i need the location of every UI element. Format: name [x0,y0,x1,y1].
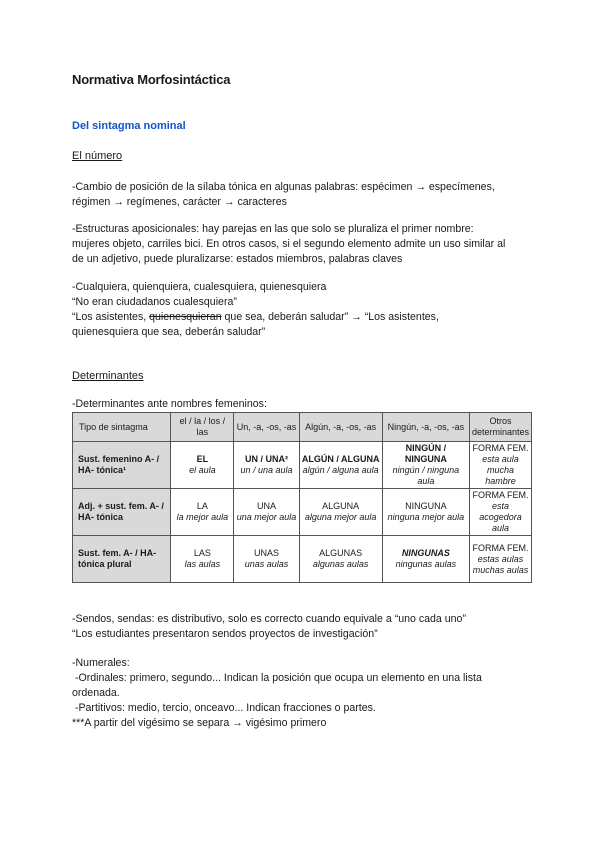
table-cell [469,489,531,536]
section-heading: Del sintagma nominal [72,120,186,132]
cell-form: UNA [257,501,277,511]
cell-form: FORMA FEM. [472,443,529,453]
cell-example: el aula [189,465,216,475]
table-row [73,442,532,489]
text-line [72,310,532,325]
numero-heading: El número [72,150,123,162]
text-line: -Cambio de posición de la sílaba tónica en algunas palabras: espécimen → especímenes, [72,181,495,193]
strikethrough-text: quienesquieran [149,311,222,323]
text-line: -Cualquiera, quienquiera, cualesquiera, quienesquiera [72,281,327,293]
table-cell [171,536,234,583]
header-cell: Otros determinantes [469,413,531,442]
cell-example: estas aulas muchas aulas [472,553,529,575]
cell-example: ninguna mejor aula [387,512,465,522]
paragraph-aposicionales [72,222,542,267]
cell-form: NINGUNA [405,501,447,511]
cell-form: FORMA FEM. [472,490,529,500]
text-line: régimen → regímenes, carácter → caracteres [72,196,287,208]
table-cell [299,442,382,489]
table-cell [234,442,299,489]
header-cell: Ningún, -a, -os, -as [382,413,469,442]
text-fragment: que sea, deberán saludar” → “Los asistentes, [221,311,439,323]
cell-example: algún / alguna aula [302,465,379,475]
cell-form: NINGUNAS [401,548,450,558]
text-line: -Sendos, sendas: es distributivo, solo es correcto cuando equivale a “uno cada uno” [72,613,466,625]
header-cell: Algún, -a, -os, -as [299,413,382,442]
cell-example: la mejor aula [176,512,229,522]
table-cell [382,489,469,536]
text-line: “Los estudiantes presentaron sendos proyectos de investigación” [72,628,378,640]
cell-form: ALGUNAS [319,548,363,558]
table-cell [299,536,382,583]
cell-form: UNAS [254,548,280,558]
text-line: ordenada. [72,687,120,699]
cell-form: FORMA FEM. [472,542,529,553]
table-cell [234,489,299,536]
cell-example: esta aula mucha hambre [482,454,519,486]
cell-example: una mejor aula [236,512,297,522]
cell-example: las aulas [184,559,221,569]
text-line: mujeres objeto, carriles bici. En otros casos, si el segundo elemento admite un uso similar al [72,238,506,250]
cell-form: LA [196,501,208,511]
table-cell [299,489,382,536]
table-cell [469,442,531,489]
header-cell: el / la / los / las [171,413,234,442]
row-label: Sust. fem. A- / HA- tónica plural [73,536,171,583]
table-row [73,489,532,536]
table-cell [234,536,299,583]
paragraph-tonica [72,180,532,210]
row-label: Adj. + sust. fem. A- / HA- tónica [73,489,171,536]
text-line: -Estructuras aposicionales: hay parejas en las que solo se pluraliza el primer nombre: [72,223,474,235]
table-cell [171,489,234,536]
cell-form: NINGÚN / NINGUNA [404,443,447,464]
cell-form: EL [196,454,209,464]
cell-example: ningún / ninguna aula [392,465,460,486]
text-fragment: “Los asistentes, [72,311,150,323]
table-cell [382,536,469,583]
row-label: Sust. femenino A- / HA- tónica¹ [73,442,171,489]
page-title: Normativa Morfosintáctica [72,72,231,87]
cell-example: un / una aula [240,465,293,475]
determinantes-heading: Determinantes [72,370,144,382]
paragraph-cualquiera [72,280,532,340]
cell-example: esta acogedora aula [479,501,522,533]
determinantes-table [72,412,532,583]
determinantes-intro: -Determinantes ante nombres femeninos: [72,398,267,410]
text-line: de un adjetivo, puede pluralizarse: estados miembros, palabras claves [72,253,403,265]
paragraph-numerales [72,656,532,731]
table-header-row [73,413,532,442]
table-row [73,536,532,583]
table-cell [382,442,469,489]
text-line: quienesquiera que sea, deberán saludar” [72,326,266,338]
text-line: -Partitivos: medio, tercio, onceavo... Indican fracciones o partes. [72,702,376,714]
cell-example: unas aulas [244,559,289,569]
cell-example: ningunas aulas [395,559,457,569]
header-cell: Un, -a, -os, -as [234,413,299,442]
cell-form: LAS [193,548,211,558]
text-line: -Ordinales: primero, segundo... Indican la posición que ocupa un elemento en una lista [72,672,482,684]
text-line: “No eran ciudadanos cualesquiera” [72,296,237,308]
table-cell [171,442,234,489]
header-cell: Tipo de sintagma [73,413,171,442]
paragraph-sendos [72,612,532,642]
table-cell [469,536,531,583]
text-line: ***A partir del vigésimo se separa → vigésimo primero [72,717,327,729]
cell-example: algunas aulas [312,559,369,569]
text-line: -Numerales: [72,657,130,669]
cell-form: ALGÚN / ALGUNA [301,454,380,464]
cell-form: UN / UNA² [245,454,289,464]
cell-example: alguna mejor aula [304,512,377,522]
cell-form: ALGUNA [322,501,360,511]
